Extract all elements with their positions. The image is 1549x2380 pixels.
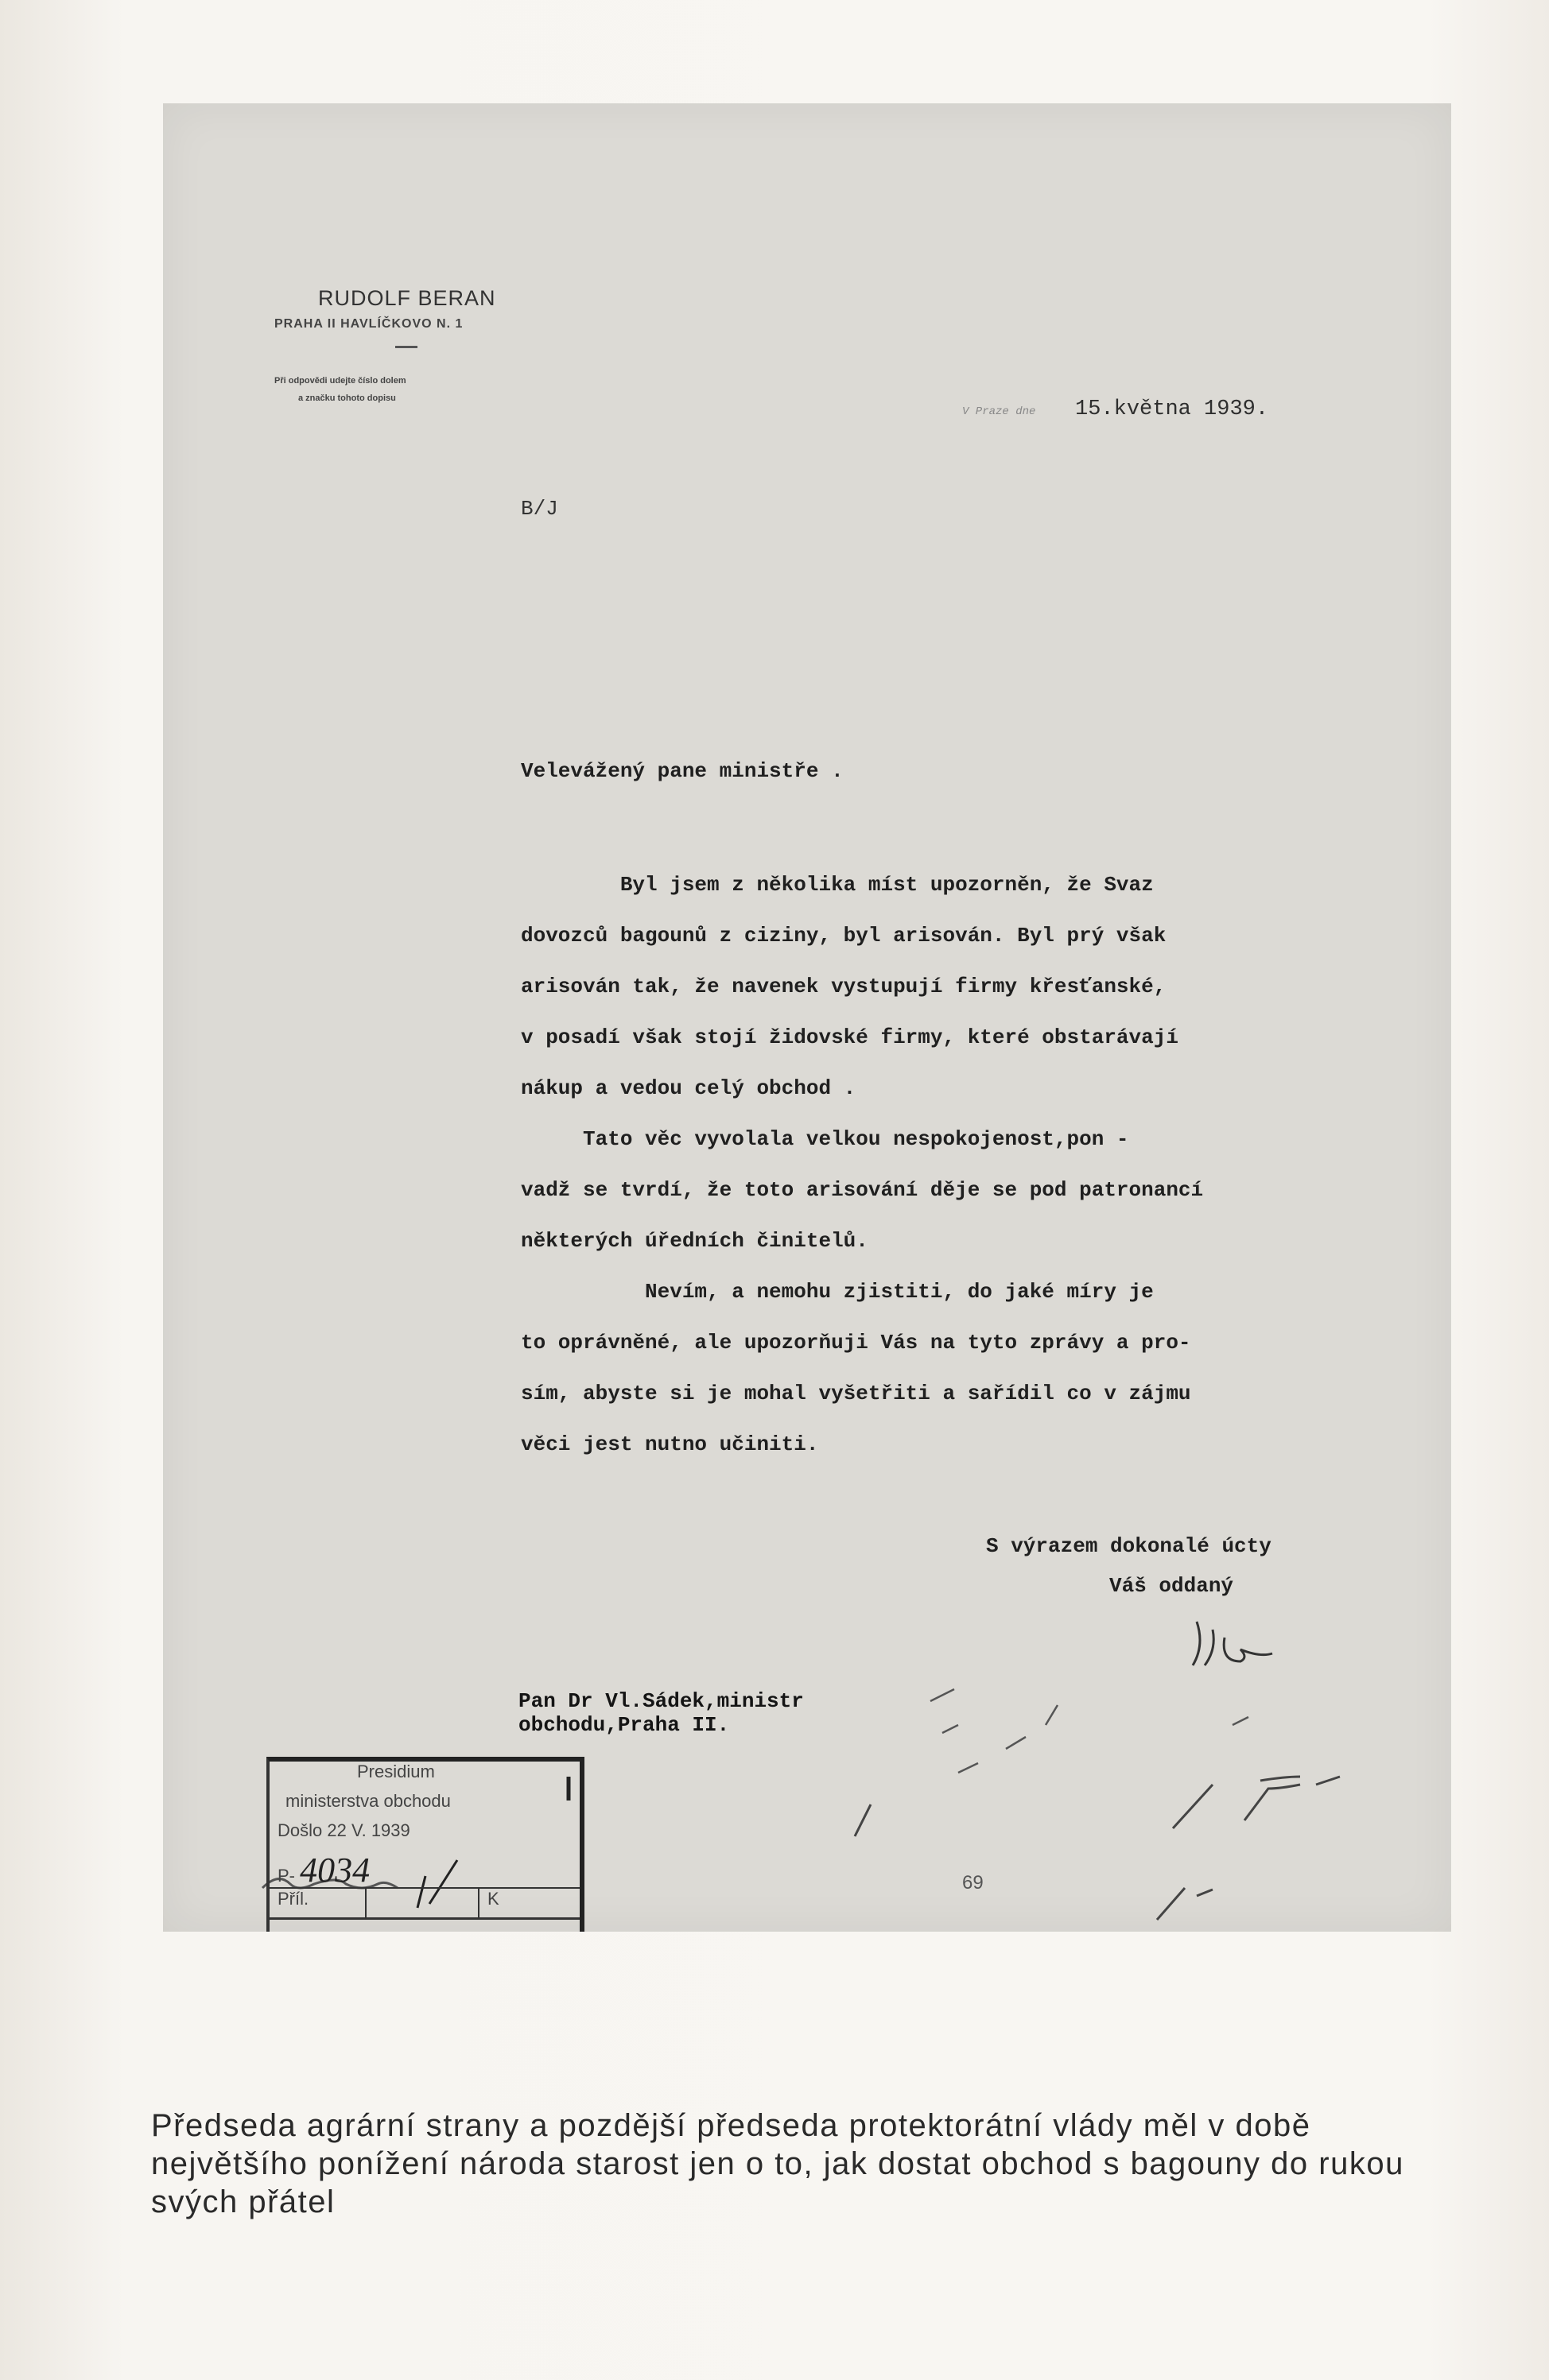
stamp-prefix: P-	[278, 1866, 295, 1886]
sender-address: PRAHA II HAVLÍČKOVO N. 1	[274, 317, 464, 331]
letterhead-rule	[395, 346, 417, 348]
reference-mark: B/J	[521, 497, 558, 521]
reply-note-line: a značku tohoto dopisu	[298, 393, 396, 403]
body-line: nákup a vedou celý obchod .	[521, 1076, 856, 1100]
stamp-line	[270, 1850, 580, 1890]
body-line: sím, abyste si je mohal vyšetřiti a sařídil co v zájmu	[521, 1382, 1191, 1405]
stamp-number: 4034	[300, 1851, 371, 1890]
stamp-cell: K	[478, 1889, 499, 1917]
letterhead	[274, 286, 496, 407]
addressee-line: Pan Dr Vl.Sádek,ministr	[518, 1689, 804, 1713]
stamp-cell: Příl.	[278, 1889, 309, 1909]
body-line: to oprávněné, ale upozorňuji Vás na tyto zprávy a pro-	[521, 1331, 1191, 1355]
salutation: Velevážený pane ministře .	[521, 759, 844, 783]
letter-photograph	[163, 103, 1451, 1932]
dateline	[962, 397, 1268, 421]
stamp-line: Presidium	[357, 1762, 435, 1781]
stamp-line: Došlo 22 V. 1939	[278, 1820, 410, 1840]
reply-note	[274, 372, 496, 407]
body-line: arisován tak, že navenek vystupují firmy křesťanské,	[521, 975, 1167, 998]
closing	[986, 1534, 1271, 1614]
letter-body	[521, 759, 1364, 1470]
stamp-line: ministerstva obchodu	[285, 1791, 451, 1811]
body-line: některých úředních činitelů.	[521, 1229, 868, 1253]
stamp-cell	[365, 1889, 478, 1917]
sender-name: RUDOLF BERAN	[318, 286, 496, 310]
addressee-line: obchodu,Praha II.	[518, 1713, 730, 1737]
place: V Praze dne	[962, 405, 1036, 418]
body-line: vadž se tvrdí, že toto arisování děje se pod patronancí	[521, 1178, 1204, 1202]
reply-note-line: Při odpovědi udejte číslo dolem	[274, 376, 406, 386]
body-line: Tato věc vyvolala velkou nespokojenost,pon -	[521, 1127, 1129, 1151]
date: 15.května 1939.	[1075, 397, 1269, 421]
closing-line: S výrazem dokonalé úcty	[986, 1534, 1271, 1558]
closing-line: Váš oddaný	[1109, 1574, 1234, 1598]
body-line: Nevím, a nemohu zjistiti, do jaké míry je	[521, 1280, 1154, 1304]
body-line: věci jest nutno učiniti.	[521, 1432, 819, 1456]
body-line: dovozců bagounů z ciziny, byl arisován. Byl prý však	[521, 924, 1167, 948]
body-line: Byl jsem z několika míst upozorněn, že Svaz	[521, 873, 1154, 897]
stamp-line	[270, 1887, 580, 1920]
body-line: v posadí však stojí židovské firmy, které obstarávají	[521, 1025, 1178, 1049]
addressee	[518, 1689, 804, 1737]
registry-stamp	[266, 1757, 584, 1932]
archive-page-number: 69	[962, 1872, 984, 1894]
caption: Předseda agrární strany a pozdější předseda protektorátní vlády měl v době největšího ponížení národa starost jen o to, jak dostat obchod s bagouny do rukou svých přátel	[151, 2108, 1404, 2219]
